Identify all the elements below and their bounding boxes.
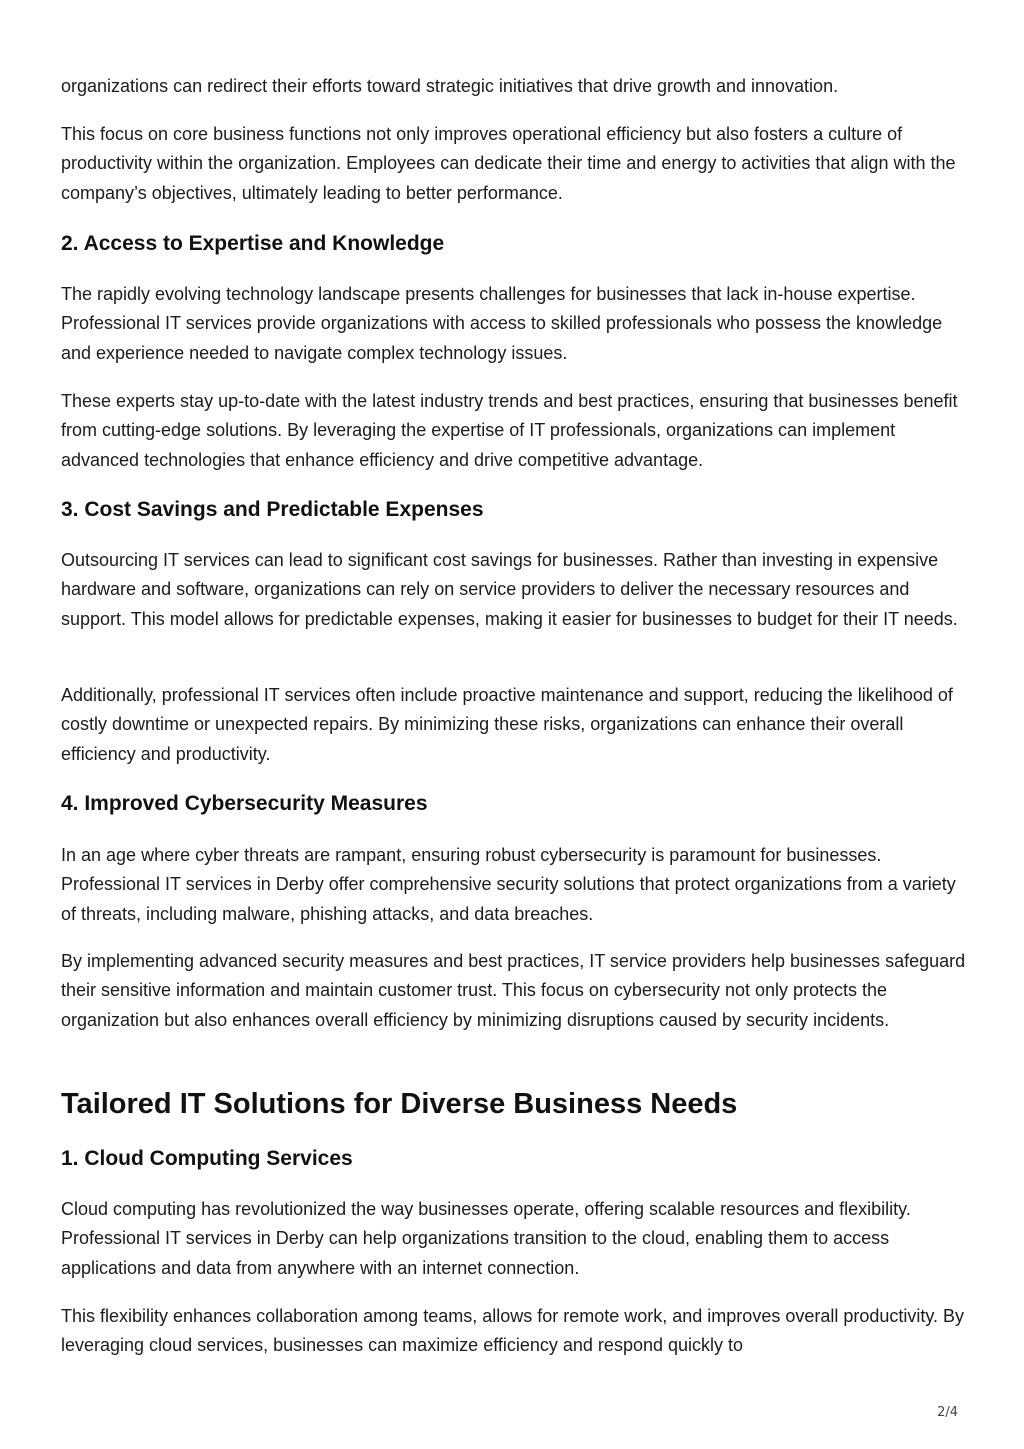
section-title: Tailored IT Solutions for Diverse Business Needs	[61, 1088, 738, 1120]
paragraph-text: These experts stay up-to-date with the latest industry trends and best practices, ensuring that businesses benefit from cutting-edge solutions. By leveraging the expertise of IT professionals, organizations can implement advanced technologies that enhance efficiency and drive competitive advantage.	[61, 391, 958, 470]
paragraph-cloud-2	[61, 1302, 966, 1361]
heading-tailored-solutions	[61, 1086, 966, 1122]
paragraph-cost-2	[61, 681, 966, 769]
paragraph-expertise-1	[61, 280, 966, 368]
heading-expertise	[61, 230, 966, 258]
heading-cybersecurity	[61, 790, 966, 818]
paragraph-text: This focus on core business functions not only improves operational efficiency but also fosters a culture of productivity within the organization. Employees can dedicate their time and energy to activities that align with the company’s objectives, ultimately leading to better performance.	[61, 124, 956, 203]
section-heading: 4. Improved Cybersecurity Measures	[61, 792, 428, 815]
heading-cloud-computing	[61, 1145, 966, 1173]
paragraph-core-functions	[61, 120, 966, 208]
paragraph-expertise-2	[61, 387, 966, 475]
section-heading: 2. Access to Expertise and Knowledge	[61, 232, 445, 255]
paragraph-security-2	[61, 947, 966, 1035]
paragraph-security-1	[61, 841, 966, 929]
paragraph-text: In an age where cyber threats are rampant, ensuring robust cybersecurity is paramount for businesses. Professional IT services in Derby offer comprehensive security solutions that protect organizations from a variety of threats, including malware, phishing attacks, and data breaches.	[61, 845, 956, 924]
paragraph-cloud-1	[61, 1195, 966, 1283]
paragraph-text: This flexibility enhances collaboration among teams, allows for remote work, and improves overall productivity. By leveraging cloud services, businesses can maximize efficiency and respond quickly to	[61, 1306, 965, 1356]
section-heading: 1. Cloud Computing Services	[61, 1147, 353, 1170]
paragraph-cost-1	[61, 546, 966, 634]
paragraph-text: By implementing advanced security measures and best practices, IT service providers help businesses safeguard their sensitive information and maintain customer trust. This focus on cybersecurity not only protects the organization but also enhances overall efficiency by minimizing disruptions caused by security incidents.	[61, 951, 966, 1030]
paragraph-text: Additionally, professional IT services often include proactive maintenance and support, reducing the likelihood of costly downtime or unexpected repairs. By minimizing these risks, organizations can enhance their overall efficiency and productivity.	[61, 685, 953, 764]
section-heading: 3. Cost Savings and Predictable Expenses	[61, 498, 484, 521]
paragraph-text: Outsourcing IT services can lead to significant cost savings for businesses. Rather than investing in expensive hardware and software, organizations can rely on service providers to deliver the necessary resources and support. This model allows for predictable expenses, making it easier for businesses to budget for their IT needs.	[61, 550, 958, 629]
page-number: 2/4	[937, 1405, 958, 1420]
paragraph-text: The rapidly evolving technology landscape presents challenges for businesses that lack in-house expertise. Professional IT services provide organizations with access to skilled professionals who possess the knowledge and experience needed to navigate complex technology issues.	[61, 284, 943, 363]
paragraph-text: organizations can redirect their efforts toward strategic initiatives that drive growth and innovation.	[61, 76, 839, 96]
paragraph-text: Cloud computing has revolutionized the way businesses operate, offering scalable resources and flexibility. Professional IT services in Derby can help organizations transition to the cloud, enabling them to access applications and data from anywhere with an internet connection.	[61, 1199, 911, 1278]
heading-cost-savings	[61, 496, 966, 524]
paragraph-intro-tail	[61, 72, 966, 101]
